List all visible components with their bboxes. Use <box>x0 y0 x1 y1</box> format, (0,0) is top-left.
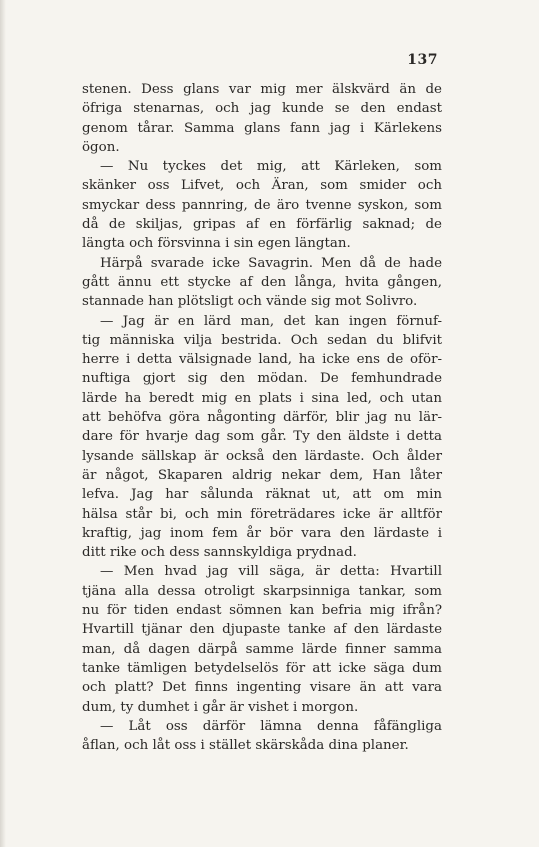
text-line: tanke tämligen betydelselös för att icke säga dum <box>82 660 442 676</box>
page-edge <box>0 0 6 847</box>
text-line: kraftig, jag inom fem år bör vara den lärdaste i <box>82 525 442 541</box>
text-line: — Låt oss därför lämna denna fåfängliga <box>100 718 442 734</box>
text-line: ögon. <box>82 139 120 155</box>
text-line: gått ännu ett stycke af den långa, hvita gången, <box>82 274 442 290</box>
paragraph <box>82 312 442 563</box>
text-line: — Nu tyckes det mig, att Kärleken, som <box>100 159 442 175</box>
text-line: lysande sällskap är också den lärdaste. Och ålder <box>82 448 442 464</box>
text-line: öfriga stenarnas, och jag kunde se den endast <box>82 101 442 117</box>
paragraph <box>82 157 442 253</box>
text-line: dare för hvarje dag som går. Ty den äldste i detta <box>82 429 442 445</box>
text-line: tig människa vilja bestrida. Och sedan du blifvit <box>82 332 442 348</box>
text-line: och platt? Det finns ingenting visare än att vara <box>82 680 442 696</box>
text-line: genom tårar. Samma glans fann jag i Kärlekens <box>82 120 442 136</box>
page-number: 137 <box>407 52 438 68</box>
text-line: lärde ha beredt mig en plats i sina led, och utan <box>82 390 442 406</box>
text-line: att behöfva göra någonting därför, blir jag nu lär- <box>82 410 442 426</box>
paragraph <box>82 80 442 157</box>
text-line: hälsa står bi, och min företrädares icke är alltför <box>82 506 442 522</box>
paragraph <box>82 562 442 716</box>
text-line: dum, ty dumhet i går är vishet i morgon. <box>82 699 359 715</box>
body-text <box>82 80 442 755</box>
text-line: herre i detta välsignade land, ha icke ens de oför- <box>82 352 442 368</box>
text-line: är något, Skaparen aldrig nekar dem, Han låter <box>82 467 442 483</box>
text-line: Härpå svarade icke Savagrin. Men då de hade <box>100 255 442 271</box>
text-line: — Jag är en lärd man, det kan ingen förnuf- <box>100 313 442 329</box>
text-line: längta och försvinna i sin egen längtan. <box>82 236 351 252</box>
text-line: ditt rike och dess sannskyldiga prydnad. <box>82 545 357 561</box>
text-line: stannade han plötsligt och vände sig mot Solivro. <box>82 294 418 310</box>
text-line: skänker oss Lifvet, och Äran, som smider och <box>82 178 442 194</box>
text-line: stenen. Dess glans var mig mer älskvärd än de <box>82 82 442 97</box>
paragraph <box>82 254 442 312</box>
text-line: lefva. Jag har sålunda räknat ut, att om min <box>82 487 442 503</box>
paragraph <box>82 717 442 756</box>
text-line: nuftiga gjort sig den mödan. De femhundrade <box>82 371 442 387</box>
text-line: — Men hvad jag vill säga, är detta: Hvartill <box>100 564 442 580</box>
text-line: man, då dagen därpå samme lärde finner samma <box>82 641 442 657</box>
text-line: då de skiljas, gripas af en förfärlig saknad; de <box>82 217 442 233</box>
text-line: åflan, och låt oss i stället skärskåda dina planer. <box>82 738 409 754</box>
text-line: Hvartill tjänar den djupaste tanke af den lärdaste <box>82 622 442 638</box>
text-line: smyckar dess pannring, de äro tvenne syskon, som <box>82 197 442 213</box>
text-line: tjäna alla dessa otroligt skarpsinniga tankar, som <box>82 583 442 599</box>
text-line: nu för tiden endast sömnen kan befria mig ifrån? <box>82 603 442 619</box>
